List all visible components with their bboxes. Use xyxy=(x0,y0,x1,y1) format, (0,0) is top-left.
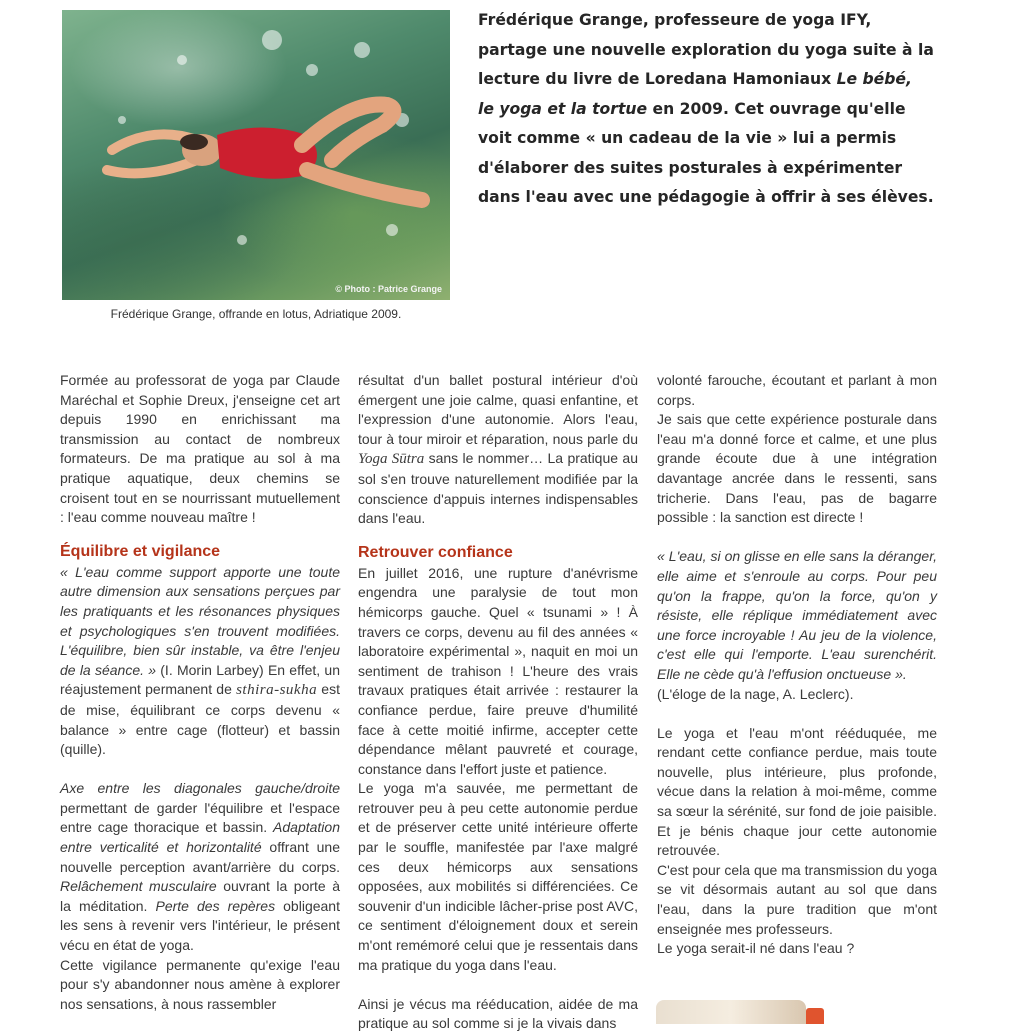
quote-paragraph: « L'eau comme support apporte une toute autre dimension aux sensations perçues par les pratiquants et les résonances physiques et psychologiques s'en trouvent modifiées. L'équilibre, bien sûr instable, va être l'enjeu de la séance. » (I. Morin Larbey) En effet, un réajustement permanent de sthira-sukha est de mise, équilibrant ce corps devenu « balance » entre cage (flotteur) et bassin (quille). xyxy=(60,563,340,758)
quote-paragraph xyxy=(657,547,937,684)
intro-line: Frédérique Grange, professeure de yoga IFY, xyxy=(478,11,872,29)
article-photo xyxy=(62,10,450,300)
paragraph: Formée au professorat de yoga par Claude Maréchal et Sophie Dreux, j'enseigne cet art depuis 1990 en enrichissant ma transmission au contact de nombreux formateurs. De ma pratique au sol à ma pratique aquatique, deux chemins se croisent tout en se nourrissant mutuellement : l'eau comme nouveau maître ! xyxy=(60,372,340,526)
intro-line: le yoga et la tortue en 2009. Cet ouvrage qu'elle xyxy=(478,99,906,118)
sanskrit-term: sthira-sukha xyxy=(236,682,318,699)
photo-caption: Frédérique Grange, offrande en lotus, Adriatique 2009. xyxy=(110,307,402,321)
section-heading: Retrouver confiance xyxy=(358,543,513,561)
quote-source: (L'éloge de la nage, A. Leclerc). xyxy=(657,685,854,702)
paragraph: Cette vigilance permanente qu'exige l'eau pour s'y abandonner nous amène à explorer nos sensations, à nous rassembler xyxy=(60,956,340,1012)
paragraph: Le yoga et l'eau m'ont rééduquée, me rendant cette confiance perdue, mais toute nouvelle, plus intérieure, plus profonde, vécue dans la relation à moi-même, comme sa sœur la sérénité, sur fond de joie paisible. Et je bénis chaque jour cette autonomie retrouvée. xyxy=(657,724,937,859)
section-heading: Équilibre et vigilance xyxy=(60,542,221,560)
article-column-1 xyxy=(60,371,340,1014)
quote-source: (I. Morin Larbey) xyxy=(156,661,264,678)
intro-line: voit comme « un cadeau de la vie » lui a permis xyxy=(478,129,897,147)
article-column-3 xyxy=(657,371,937,959)
author-portrait xyxy=(656,1000,806,1024)
article-column-2 xyxy=(358,371,638,1034)
paragraph: En juillet 2016, une rupture d'anévrisme engendra une paralysie de tout mon hémicorps gauche. Quel « tsunami » ! À travers ce corps, devenu au fil des années « laboratoire expérimental », naquit en moi un sentiment de trahison ! L'heure des vrais travaux pratiques était arrivée : restaurer la confiance perdue, faire preuve d'humilité face à cette moitié infirme, accepter cette dépendance mêlant pauvreté et courage, constance dans l'effort juste et patience. xyxy=(358,564,638,777)
book-title: le yoga et la tortue xyxy=(478,99,648,118)
quote: « L'eau, si on glisse en elle sans la déranger, elle aime et s'enroule au corps. Pour peu qu'on la frappe, qu'on la force, qu'on y résiste, elle réplique immédiatement avec une force incroyable ! Au jeu de la violence, c'est elle qui l'emporte. L'eau surenchérit. Elle ne cède qu'à l'effusion onctueuse ». xyxy=(657,548,937,682)
article-intro xyxy=(478,6,948,213)
decorative-accent xyxy=(806,1008,824,1024)
paragraph: C'est pour cela que ma transmission du yoga se vit désormais autant au sol que dans l'eau, dans la pure tradition que m'ont enseignée mes professeurs. xyxy=(657,861,937,937)
intro-line: partage une nouvelle exploration du yoga suite à la xyxy=(478,40,934,59)
paragraph: résultat d'un ballet postural intérieur d'où émergent une joie calme, quasi enfantine, et l'expression d'une autonomie. Alors l'eau, tour à tour miroir et réparation, nous parle du Yoga Sūtra sans le nommer… La pratique au sol s'en trouve naturellement modifiée par la conscience d'appuis internes indispensables dans l'eau. xyxy=(358,372,638,527)
paragraph: Axe entre les diagonales gauche/droite permettant de garder l'équilibre et l'espace entre cage thoracique et bassin. Adaptation entre verticalité et horizontalité offrant une nouvelle perception avant/arrière du corps. Relâchement musculaire ouvrant la porte à la méditation. Perte des repères obligeant les sens à revenir vers l'intérieur, le présent vécu en état de yoga. xyxy=(60,780,341,954)
swimmer-illustration xyxy=(62,10,450,300)
quote: « L'eau comme support apporte une toute autre dimension aux sensations perçues par les pratiquants et les résonances physiques et psychologiques s'en trouvent modifiées. L'équilibre, bien sûr instable, va être l'enjeu de la séance. » xyxy=(60,563,340,678)
intro-line: lecture du livre de Loredana Hamoniaux Le bébé, xyxy=(478,70,912,88)
intro-line: d'élaborer des suites posturales à expérimenter xyxy=(478,158,903,177)
book-title: Yoga Sūtra xyxy=(358,451,425,468)
paragraph: Le yoga serait-il né dans l'eau ? xyxy=(657,940,855,957)
photo-credit: © Photo : Patrice Grange xyxy=(335,284,442,294)
intro-line: dans l'eau avec une pédagogie à offrir à ses élèves. xyxy=(478,188,934,206)
paragraph: Ainsi je vécus ma rééducation, aidée de ma pratique au sol comme si je la vivais dans xyxy=(358,995,638,1032)
book-title: Le bébé, xyxy=(836,70,912,88)
paragraph: Le yoga m'a sauvée, me permettant de retrouver peu à peu cette autonomie perdue et de préserver cette unité intérieure offerte par le souffle, manifestée par l'axe malgré ces deux hémicorps aux sensations opposées, aux mobilités si différenciées. Ce souvenir d'un indicible lâcher-prise post AVC, ce sentiment d'éloignement doux et serein m'ont remémoré celui que je ressentais dans ma pratique du yoga dans l'eau. xyxy=(358,780,638,973)
paragraph: volonté farouche, écoutant et parlant à mon corps. xyxy=(657,372,937,408)
paragraph: Je sais que cette expérience posturale dans l'eau m'a donné force et calme, et une plus grande écoute due à une intégration davantage ancrée dans le ressenti, sans tricherie. Dans l'eau, pas de bagarre possible : la sanction est directe ! xyxy=(657,411,937,526)
